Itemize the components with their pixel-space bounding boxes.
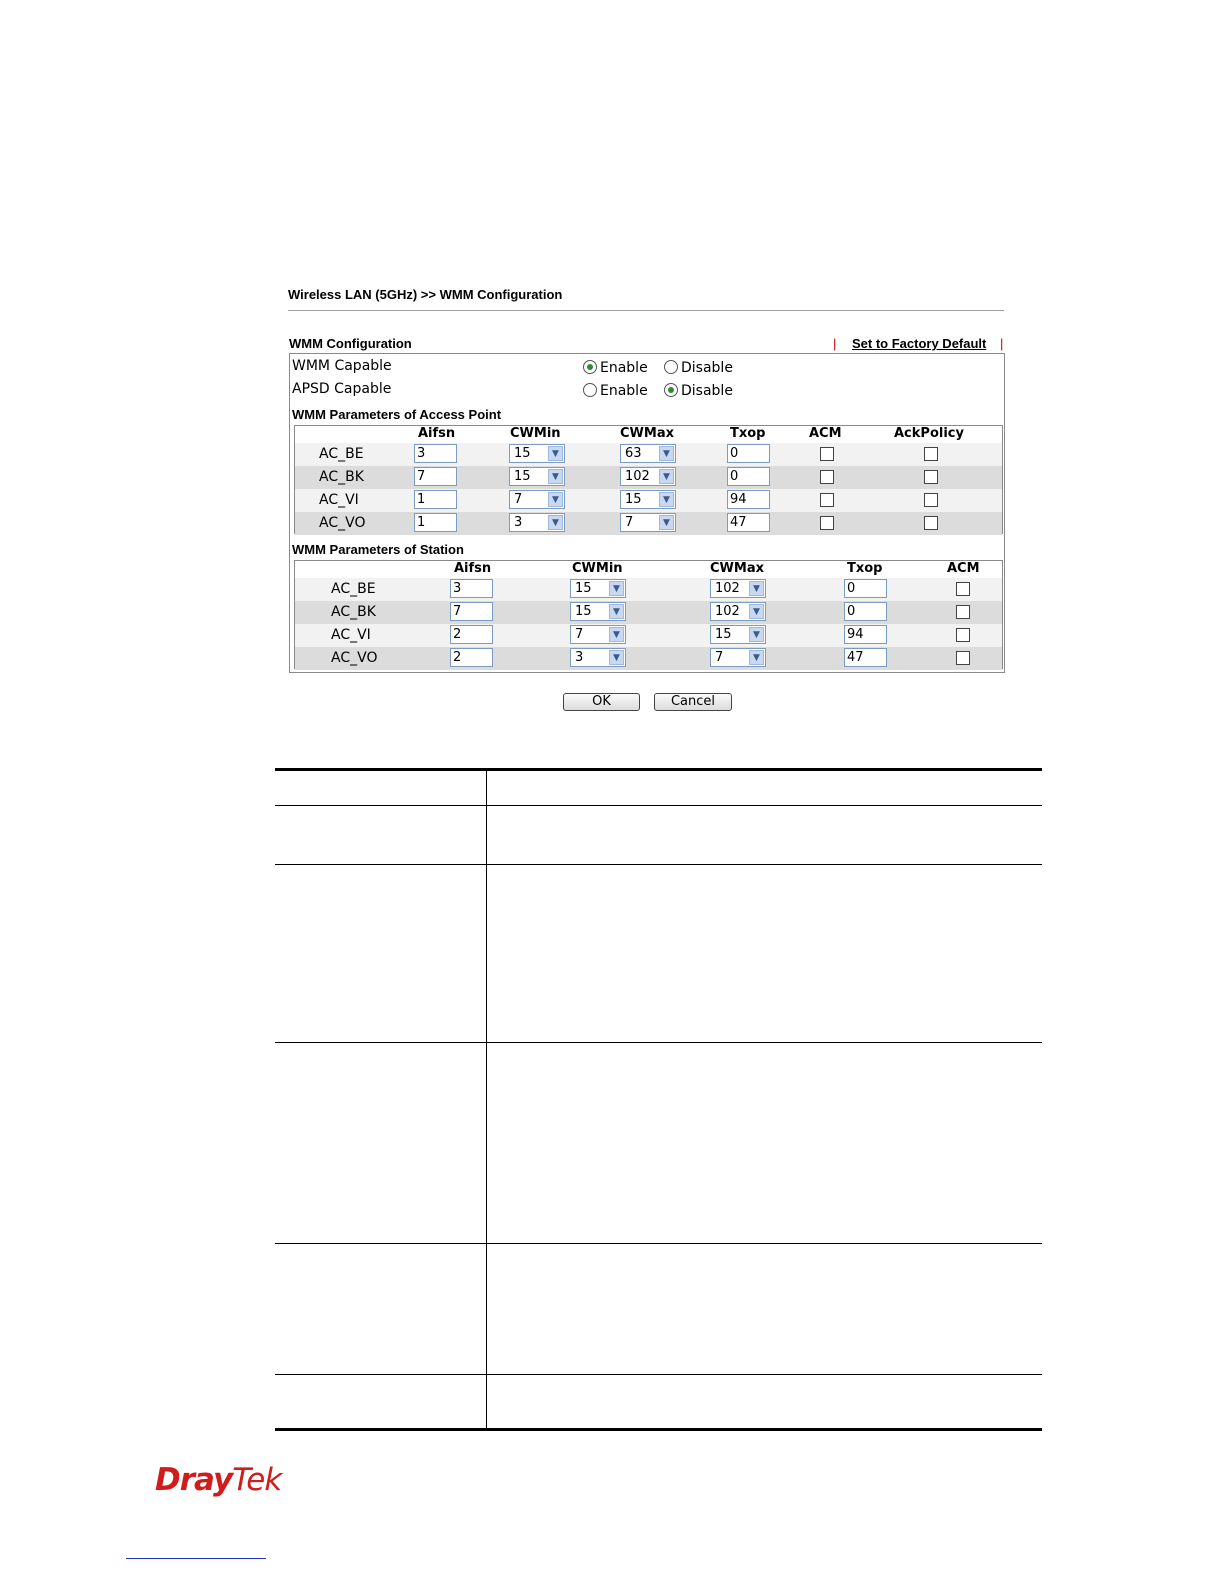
table-column-divider	[486, 768, 487, 1431]
table-row	[295, 443, 1002, 466]
ap-acm-checkbox[interactable]	[820, 470, 834, 484]
ap-acm-checkbox[interactable]	[820, 447, 834, 461]
wmm-enable-text: Enable	[600, 360, 648, 376]
station-cwmax-select-value: 7	[715, 650, 724, 665]
table-row-divider	[275, 864, 1042, 865]
station-cwmax-select[interactable]	[710, 625, 766, 644]
ap-row-label: AC_VO	[319, 515, 366, 531]
ap-aifsn-input[interactable]: 1	[414, 490, 457, 509]
station-cwmax-select[interactable]	[710, 648, 766, 667]
chevron-down-icon[interactable]: ▼	[609, 604, 624, 619]
footer-link-underline[interactable]	[126, 1558, 266, 1559]
chevron-down-icon[interactable]: ▼	[609, 627, 624, 642]
ap-params-title: WMM Parameters of Access Point	[292, 407, 502, 422]
ap-acm-checkbox[interactable]	[820, 493, 834, 507]
ap-cwmax-select-value: 102	[625, 469, 650, 484]
ap-cwmin-select[interactable]	[509, 513, 565, 532]
station-params-title: WMM Parameters of Station	[292, 542, 464, 557]
ap-cwmax-select-value: 15	[625, 492, 642, 507]
table-row-divider	[275, 1042, 1042, 1043]
table-row	[295, 489, 1002, 512]
station-row-label: AC_BE	[331, 581, 376, 597]
ap-txop-input[interactable]: 47	[727, 513, 770, 532]
station-cwmin-select-value: 3	[575, 650, 584, 665]
station-row-label: AC_VO	[331, 650, 378, 666]
ap-cwmin-select-value: 3	[514, 515, 523, 530]
breadcrumb-divider	[288, 310, 1004, 311]
ok-button[interactable]: OK	[563, 693, 640, 711]
ap-txop-input[interactable]: 0	[727, 467, 770, 486]
table-row-divider	[275, 1243, 1042, 1244]
chevron-down-icon[interactable]: ▼	[749, 581, 764, 596]
ap-row-label: AC_BK	[319, 469, 364, 485]
apsd-capable-disable-option[interactable]	[664, 383, 733, 399]
table-bottom-rule	[275, 1428, 1042, 1431]
ap-header-cwmax: CWMax	[620, 426, 674, 441]
ap-cwmax-select[interactable]	[620, 444, 676, 463]
chevron-down-icon[interactable]: ▼	[749, 604, 764, 619]
station-cwmax-select-value: 102	[715, 604, 740, 619]
ap-txop-input[interactable]: 0	[727, 444, 770, 463]
factory-default-group	[833, 336, 1003, 351]
station-acm-checkbox[interactable]	[956, 651, 970, 665]
station-cwmin-select-value: 15	[575, 604, 592, 619]
station-acm-checkbox[interactable]	[956, 605, 970, 619]
table-row	[295, 466, 1002, 489]
ap-txop-input[interactable]: 94	[727, 490, 770, 509]
ap-header-txop: Txop	[730, 426, 766, 441]
station-cwmin-select[interactable]	[570, 579, 626, 598]
ap-ackpolicy-checkbox[interactable]	[924, 470, 938, 484]
ap-header-ackpolicy: AckPolicy	[894, 426, 964, 441]
chevron-down-icon[interactable]: ▼	[749, 650, 764, 665]
station-row-label: AC_BK	[331, 604, 376, 620]
ap-aifsn-input[interactable]: 3	[414, 444, 457, 463]
separator-left: |	[833, 336, 837, 351]
station-cwmin-select-value: 15	[575, 581, 592, 596]
station-cwmax-select-value: 102	[715, 581, 740, 596]
ap-aifsn-input[interactable]: 1	[414, 513, 457, 532]
ap-header-acm: ACM	[809, 426, 842, 441]
apsd-enable-text: Enable	[600, 383, 648, 399]
ap-ackpolicy-checkbox[interactable]	[924, 447, 938, 461]
wmm-capable-disable-option[interactable]	[664, 360, 733, 376]
station-header-aifsn: Aifsn	[454, 561, 492, 576]
ap-cwmin-select[interactable]	[509, 467, 565, 486]
station-txop-input[interactable]: 47	[844, 648, 887, 667]
station-cwmin-select[interactable]	[570, 602, 626, 621]
chevron-down-icon[interactable]: ▼	[548, 469, 563, 484]
ap-cwmin-select[interactable]	[509, 490, 565, 509]
station-txop-input[interactable]: 0	[844, 602, 887, 621]
station-cwmin-select-value: 7	[575, 627, 584, 642]
table-row	[295, 647, 1002, 670]
wmm-capable-enable-option[interactable]	[583, 360, 648, 376]
table-top-rule	[275, 768, 1042, 771]
station-txop-input[interactable]: 94	[844, 625, 887, 644]
draytek-logo: DrayTek	[155, 1462, 282, 1498]
station-header-acm: ACM	[947, 561, 980, 576]
ap-cwmax-select-value: 7	[625, 515, 634, 530]
chevron-down-icon[interactable]: ▼	[659, 492, 674, 507]
ap-acm-checkbox[interactable]	[820, 516, 834, 530]
wmm-config-panel	[289, 353, 1005, 673]
chevron-down-icon[interactable]: ▼	[609, 650, 624, 665]
wmm-disable-text: Disable	[681, 360, 733, 376]
cancel-button[interactable]: Cancel	[654, 693, 732, 711]
ap-cwmin-select-value: 15	[514, 446, 531, 461]
ap-cwmin-select-value: 7	[514, 492, 523, 507]
apsd-enable-radio[interactable]	[583, 383, 597, 397]
wmm-enable-radio[interactable]	[583, 360, 597, 374]
set-factory-default-link[interactable]: Set to Factory Default	[852, 336, 987, 351]
station-aifsn-input[interactable]: 7	[450, 602, 493, 621]
station-aifsn-input[interactable]: 2	[450, 625, 493, 644]
station-cwmin-select[interactable]	[570, 648, 626, 667]
station-header-cwmin: CWMin	[572, 561, 623, 576]
station-cwmax-select[interactable]	[710, 579, 766, 598]
chevron-down-icon[interactable]: ▼	[659, 469, 674, 484]
station-acm-checkbox[interactable]	[956, 628, 970, 642]
wmm-capable-label: WMM Capable	[292, 358, 392, 374]
apsd-capable-enable-option[interactable]	[583, 383, 648, 399]
ap-row-label: AC_BE	[319, 446, 364, 462]
ap-header-cwmin: CWMin	[510, 426, 561, 441]
apsd-disable-radio[interactable]	[664, 383, 678, 397]
ap-row-label: AC_VI	[319, 492, 359, 508]
ap-header-aifsn: Aifsn	[418, 426, 456, 441]
chevron-down-icon[interactable]: ▼	[548, 446, 563, 461]
ap-cwmax-select[interactable]	[620, 513, 676, 532]
table-row-divider	[275, 1374, 1042, 1375]
chevron-down-icon[interactable]: ▼	[749, 627, 764, 642]
chevron-down-icon[interactable]: ▼	[609, 581, 624, 596]
chevron-down-icon[interactable]: ▼	[548, 492, 563, 507]
station-header-cwmax: CWMax	[710, 561, 764, 576]
table-row	[295, 601, 1002, 624]
description-table	[275, 768, 1042, 1431]
station-cwmax-select[interactable]	[710, 602, 766, 621]
table-row	[295, 624, 1002, 647]
chevron-down-icon[interactable]: ▼	[659, 515, 674, 530]
ap-ackpolicy-checkbox[interactable]	[924, 516, 938, 530]
station-aifsn-input[interactable]: 3	[450, 579, 493, 598]
ap-aifsn-input[interactable]: 7	[414, 467, 457, 486]
chevron-down-icon[interactable]: ▼	[659, 446, 674, 461]
ap-cwmax-select-value: 63	[625, 446, 642, 461]
station-acm-checkbox[interactable]	[956, 582, 970, 596]
wmm-disable-radio[interactable]	[664, 360, 678, 374]
chevron-down-icon[interactable]: ▼	[548, 515, 563, 530]
apsd-disable-text: Disable	[681, 383, 733, 399]
station-header-txop: Txop	[847, 561, 883, 576]
ap-cwmax-select[interactable]	[620, 490, 676, 509]
station-txop-input[interactable]: 0	[844, 579, 887, 598]
separator-right: |	[1000, 336, 1004, 351]
station-row-label: AC_VI	[331, 627, 371, 643]
breadcrumb: Wireless LAN (5GHz) >> WMM Configuration	[288, 287, 563, 302]
apsd-capable-label: APSD Capable	[292, 381, 392, 397]
ap-cwmax-select[interactable]	[620, 467, 676, 486]
ap-params-table	[294, 425, 1003, 534]
section-title: WMM Configuration	[289, 336, 412, 351]
ap-cwmin-select[interactable]	[509, 444, 565, 463]
station-params-table	[294, 560, 1003, 669]
ap-ackpolicy-checkbox[interactable]	[924, 493, 938, 507]
station-cwmax-select-value: 15	[715, 627, 732, 642]
table-row	[295, 578, 1002, 601]
table-row-divider	[275, 805, 1042, 806]
table-row	[295, 512, 1002, 535]
station-aifsn-input[interactable]: 2	[450, 648, 493, 667]
ap-cwmin-select-value: 15	[514, 469, 531, 484]
station-cwmin-select[interactable]	[570, 625, 626, 644]
